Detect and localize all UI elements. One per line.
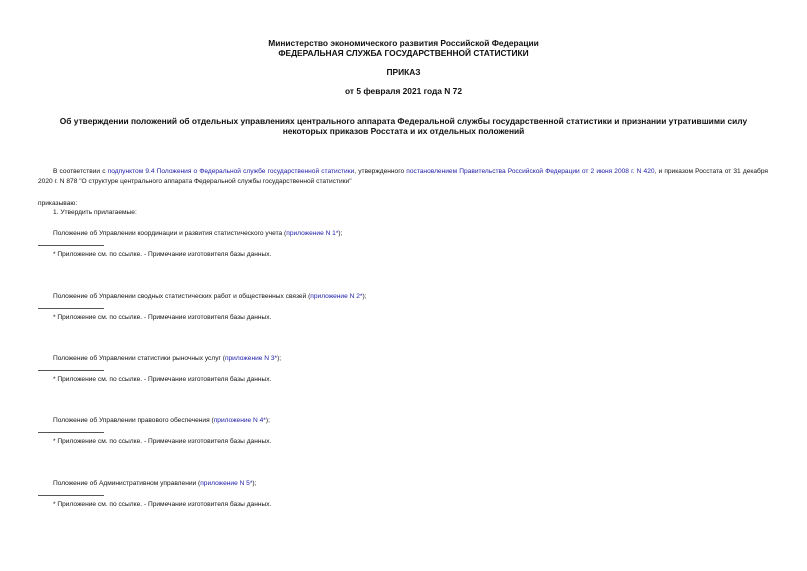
- link-provision-9-4[interactable]: подпунктом 9.4 Положения о Федеральной службе государственной статистики: [107, 168, 355, 175]
- footnote-rule-4: [38, 432, 104, 433]
- footnote-rule-3: [38, 370, 104, 371]
- regulation-item-1-end: );: [338, 230, 343, 237]
- intro-text-3: , и приказом Росстата от 31 декабря 2020 г. N 878 "О структуре центрального аппарата Федеральной службы государственной статистики": [38, 168, 768, 185]
- document-title-line-1: Об утверждении положений об отдельных управлениях центрального аппарата Федеральной службы государственной статистики и признании утратившими силу: [59, 116, 748, 126]
- service-name: ФЕДЕРАЛЬНАЯ СЛУЖБА ГОСУДАРСТВЕННОЙ СТАТИСТИКИ: [278, 48, 529, 58]
- regulation-item-2: [53, 293, 366, 301]
- regulation-item-3-end: );: [277, 355, 282, 362]
- intro-text-2: , утвержденного: [354, 168, 407, 175]
- footnote-rule-5: [38, 495, 104, 496]
- document-title-line-2: некоторых приказов Росстата и их отдельных положений: [282, 126, 525, 136]
- regulation-item-1-text: Положение об Управлении координации и развития статистического учета (: [53, 230, 287, 237]
- point-1: 1. Утвердить прилагаемые:: [53, 209, 137, 216]
- regulation-item-1: [53, 230, 342, 238]
- appendix-3-link[interactable]: приложение N 3*: [224, 355, 278, 362]
- regulation-item-3: [53, 355, 281, 363]
- regulation-item-5-text: Положение об Административном управлении (: [53, 480, 201, 487]
- document-type: ПРИКАЗ: [386, 67, 421, 77]
- link-government-decree[interactable]: постановлением Правительства Российской Федерации от 2 июня 2008 г. N 420: [406, 168, 655, 175]
- regulation-item-2-end: );: [362, 293, 367, 300]
- footnote-4: * Приложение см. по ссылке. - Примечание изготовителя базы данных.: [53, 438, 272, 445]
- document-date: от 5 февраля 2021 года N 72: [345, 86, 462, 96]
- regulation-item-4-text: Положение об Управлении правового обеспечения (: [53, 417, 214, 424]
- regulation-item-4-end: );: [265, 417, 270, 424]
- footnote-2: * Приложение см. по ссылке. - Примечание изготовителя базы данных.: [53, 314, 272, 321]
- footnote-rule-2: [38, 308, 104, 309]
- footnote-rule-1: [38, 245, 104, 246]
- intro-text-1: В соответствии с: [53, 168, 108, 175]
- regulation-item-5-end: );: [252, 480, 257, 487]
- regulation-item-5: [53, 480, 256, 488]
- regulation-item-4: [53, 417, 270, 425]
- appendix-4-link[interactable]: приложение N 4*: [213, 417, 266, 424]
- order-word: приказываю:: [38, 200, 78, 207]
- regulation-item-3-text: Положение об Управлении статистики рыночных услуг (: [53, 355, 225, 362]
- intro-paragraph: [38, 167, 768, 187]
- appendix-1-link[interactable]: приложение N 1*: [286, 230, 339, 237]
- regulation-item-2-text: Положение об Управлении сводных статистических работ и общественных связей (: [53, 293, 311, 300]
- footnote-1: * Приложение см. по ссылке. - Примечание изготовителя базы данных.: [53, 251, 272, 258]
- footnote-3: * Приложение см. по ссылке. - Примечание изготовителя базы данных.: [53, 376, 272, 383]
- appendix-2-link[interactable]: приложение N 2*: [310, 293, 363, 300]
- ministry-name: Министерство экономического развития Российской Федерации: [268, 38, 539, 48]
- footnote-5: * Приложение см. по ссылке. - Примечание изготовителя базы данных.: [53, 501, 272, 508]
- appendix-5-link[interactable]: приложение N 5*: [200, 480, 253, 487]
